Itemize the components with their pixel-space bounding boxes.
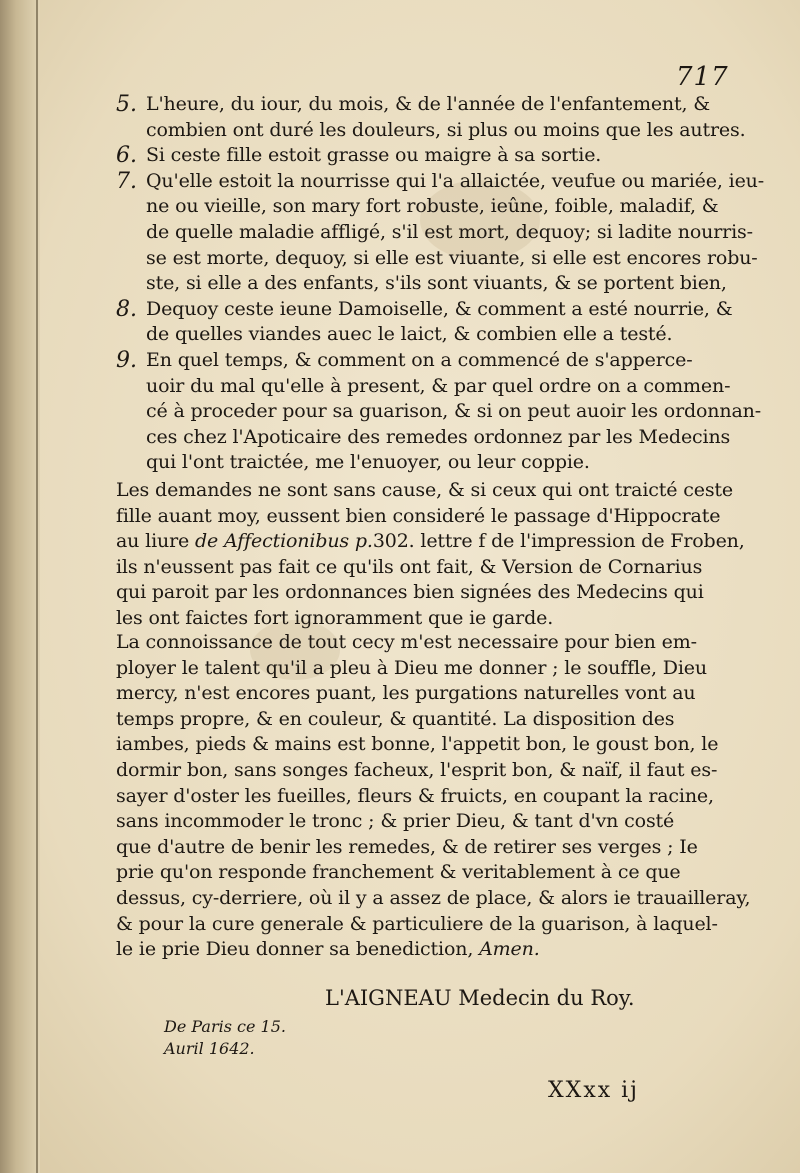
signature-mark: XXxx ij: [548, 1078, 639, 1103]
text-fragment: 302. lettre f de l'impression de Froben,: [372, 530, 745, 553]
text-line: les ont faictes fort ignoramment que ie garde.: [116, 606, 554, 629]
text-line: iambes, pieds & mains est bonne, l'appetit bon, le goust bon, le: [116, 733, 719, 756]
text-line: ployer le talent qu'il a pleu à Dieu me donner ; le souffle, Dieu: [116, 656, 707, 679]
binding-edge: [0, 0, 40, 1173]
text-line: Dequoy ceste ieune Damoiselle, & comment a esté nourrie, &: [146, 297, 733, 320]
text-line: se est morte, dequoy, si elle est viuante, si elle est encores robu-: [146, 246, 758, 269]
text-line: mercy, n'est encores puant, les purgations naturelles vont au: [116, 682, 696, 705]
entry-number: 9.: [116, 347, 137, 373]
entry-number: 8.: [116, 296, 137, 322]
place-line: De Paris ce 15.: [164, 1017, 286, 1036]
text-line: ste, si elle a des enfants, s'ils sont viuants, & se portent bien,: [146, 272, 727, 295]
paragraph-demandes: [116, 478, 745, 632]
text-line: qui paroit par les ordonnances bien signées des Medecins qui: [116, 581, 704, 604]
numbered-questions: [116, 92, 765, 476]
text-line: ces chez l'Apoticaire des remedes ordonnez par les Medecins: [146, 425, 731, 448]
text-line: Les demandes ne sont sans cause, & si ceux qui ont traicté ceste: [116, 479, 734, 501]
question-entry: [116, 168, 765, 297]
text-line: uoir du mal qu'elle à present, & par quel ordre on a commen-: [146, 374, 731, 397]
question-entry: [116, 92, 746, 143]
text-line: temps propre, & en couleur, & quantité. La disposition des: [116, 707, 675, 730]
entry-number: 7.: [116, 168, 137, 194]
text-line: sayer d'oster les fueilles, fleurs & fruicts, en coupant la racine,: [116, 784, 714, 807]
entry-number: 6.: [116, 143, 137, 169]
text-line: ne ou vieille, son mary fort robuste, ieûne, foible, maladif, &: [146, 195, 719, 218]
text-fragment: au liure: [116, 530, 196, 553]
text-line: [116, 529, 745, 555]
text-line: dormir bon, sans songes facheux, l'esprit bon, & naïf, il faut es-: [116, 758, 718, 781]
text-line: & pour la cure generale & particuliere de la guarison, à laquel-: [116, 912, 718, 935]
text-line: dessus, cy-derriere, où il y a assez de place, & alors ie trauailleray,: [116, 886, 751, 909]
text-line: L'heure, du iour, du mois, & de l'année de l'enfantement, &: [146, 93, 711, 115]
book-reference: de Affectionibus p.: [195, 530, 373, 553]
amen-word: Amen.: [479, 938, 540, 961]
text-line: Qu'elle estoit la nourrisse qui l'a allaictée, veufue ou mariée, ieu-: [146, 169, 765, 192]
text-line: prie qu'on responde franchement & veritablement à ce que: [116, 861, 681, 884]
text-line: cé à proceder pour sa guarison, & si on peut auoir les ordonnan-: [146, 400, 762, 423]
text-line: de quelle maladie affligé, s'il est mort, dequoy; si ladite nourris-: [146, 220, 753, 243]
text-line: La connoissance de tout cecy m'est necessaire pour bien em-: [116, 631, 697, 653]
text-line: qui l'ont traictée, me l'enuoyer, ou leur coppie.: [146, 451, 590, 474]
text-fragment: le ie prie Dieu donner sa benediction,: [116, 938, 474, 961]
text-line: En quel temps, & comment on a commencé de s'apperce-: [146, 348, 693, 371]
text-line: ils n'eussent pas fait ce qu'ils ont fait, & Version de Cornarius: [116, 555, 703, 578]
text-line: combien ont duré les douleurs, si plus ou moins que les autres.: [146, 118, 746, 141]
question-entry: [116, 143, 716, 169]
author-signature: L'AIGNEAU Medecin du Roy.: [325, 986, 635, 1010]
date-line: Auril 1642.: [164, 1039, 255, 1058]
paragraph-connoissance: [116, 630, 751, 963]
text-line: fille auant moy, eussent bien consideré le passage d'Hippocrate: [116, 504, 721, 527]
text-line: Si ceste fille estoit grasse ou maigre à sa sortie.: [146, 144, 602, 167]
page-edge-line: [36, 0, 38, 1173]
entry-number: 5.: [116, 92, 137, 117]
page-number: 717: [676, 62, 729, 92]
question-entry: [116, 347, 762, 476]
question-entry: [116, 296, 733, 348]
text-line: de quelles viandes auec le laict, & combien elle a testé.: [146, 323, 673, 346]
place-date: [164, 1016, 286, 1060]
text-line: [116, 937, 716, 963]
text-line: que d'autre de benir les remedes, & de retirer ses verges ; Ie: [116, 835, 698, 858]
text-line: sans incommoder le tronc ; & prier Dieu, & tant d'vn costé: [116, 810, 675, 833]
